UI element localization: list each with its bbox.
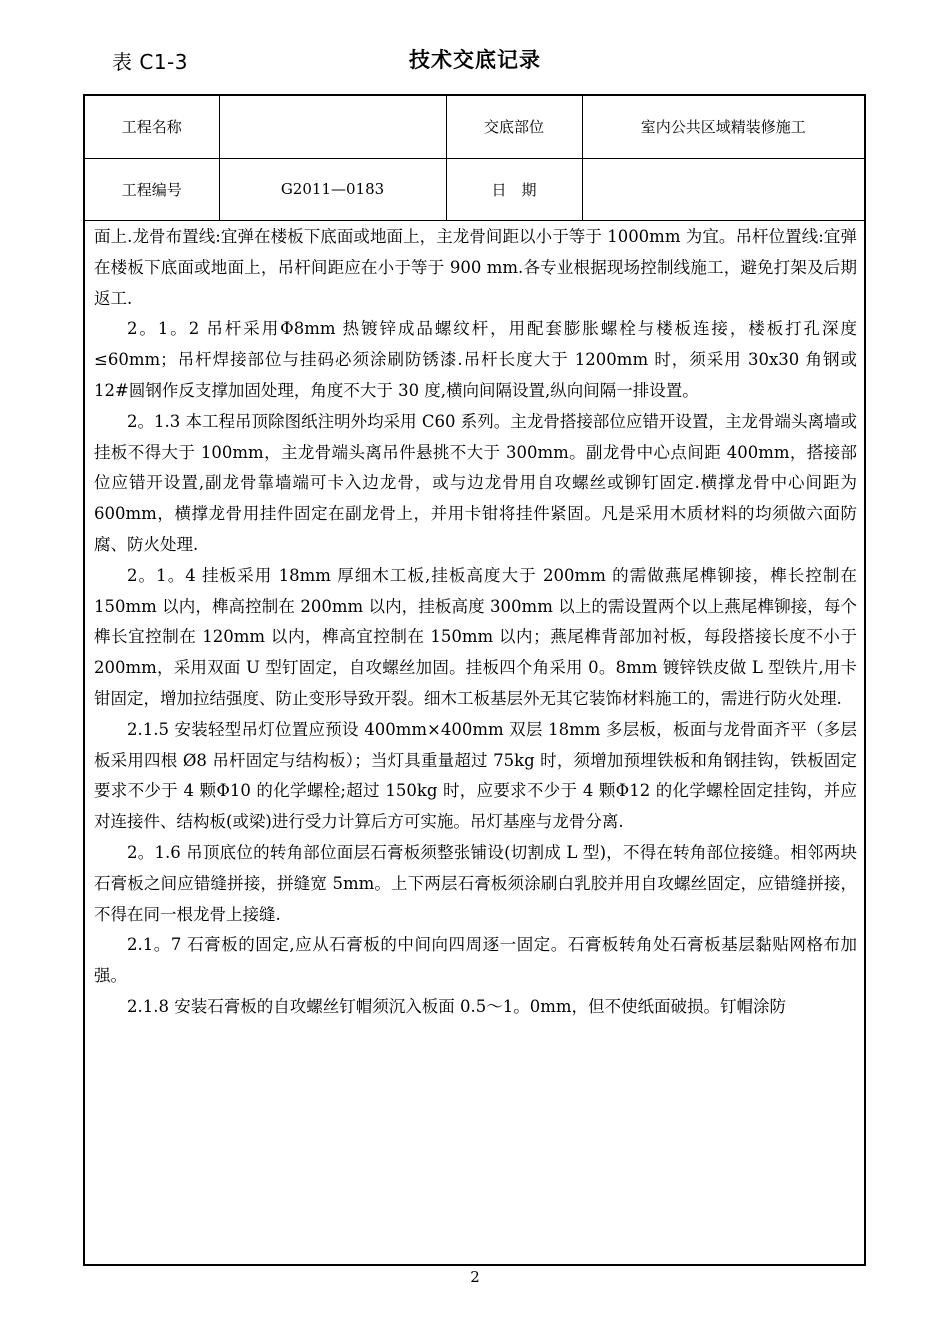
- paragraph: 2。1.6 吊顶底位的转角部位面层石膏板须整张铺设(切割成 L 型)，不得在转角部位接缝。相邻两块石膏板之间应错缝拼接，拼缝宽 5mm。上下两层石膏板须涂刷白乳胶并用自攻螺丝固定，应错缝拼接，不得在同一根龙骨上接缝.: [94, 842, 857, 924]
- record-frame: [83, 94, 866, 1266]
- paragraph: 2.1。7 石膏板的固定,应从石膏板的中间向四周逐一固定。石膏板转角处石膏板基层黏贴网格布加强。: [94, 935, 857, 986]
- table-row: [85, 158, 864, 220]
- paragraph: 2。1。4 挂板采用 18mm 厚细木工板,挂板高度大于 200mm 的需做燕尾榫铆接，榫长控制在 150mm 以内，榫高控制在 200mm 以内，挂板高度 300mm 以上的需设置两个以上燕尾榫铆接，每个榫长宜控制在 120mm 以内，榫高宜控制在 150mm 以内；燕尾榫背部加衬板，每段搭接长度不小于 200mm，采用双面 U 型钉固定，自攻螺丝加固。挂板四个角采用 0。8mm 镀锌铁皮做 L 型铁片,用卡钳固定，增加拉结强度、防止变形导致开裂。细木工板基层外无其它装饰材料施工的，需进行防火处理.: [94, 565, 857, 708]
- project-info-table: [85, 96, 864, 221]
- date-value: [582, 158, 864, 220]
- paragraph: 2。1.3 本工程吊顶除图纸注明外均采用 C60 系列。主龙骨搭接部位应错开设置，主龙骨端头离墙或挂板不得大于 100mm，主龙骨端头离吊件悬挑不大于 300mm。副龙骨中心点间距 400mm，搭接部位应错开设置,副龙骨靠墙端可卡入边龙骨，或与边龙骨用自攻螺丝或铆钉固定.横撑龙骨中心间距为 600mm，横撑龙骨用挂件固定在副龙骨上，并用卡钳将挂件紧固。凡是采用木质材料的均须做六面防腐、防火处理.: [94, 411, 857, 554]
- disclosure-content: [94, 222, 857, 1023]
- project-no-label: 工程编号: [85, 158, 219, 220]
- project-name-value: [219, 96, 446, 158]
- paragraph: 2。1。2 吊杆采用Φ8mm 热镀锌成品螺纹杆，用配套膨胀螺栓与楼板连接，楼板打孔深度≤60mm；吊杆焊接部位与挂码必须涂刷防锈漆.吊杆长度大于 1200mm 时，须采用 30x30 角钢或 12#圆钢作反支撑加固处理，角度不大于 30 度,横向间隔设置,纵向间隔一排设置。: [94, 319, 857, 400]
- location-label: 交底部位: [446, 96, 582, 158]
- location-value: 室内公共区域精装修施工: [582, 96, 864, 158]
- project-no-value: G2011—0183: [219, 158, 446, 220]
- paragraph: 2.1.8 安装石膏板的自攻螺丝钉帽须沉入板面 0.5～1。0mm，但不使纸面破损。钉帽涂防: [127, 996, 787, 1016]
- paragraph: 2.1.5 安装轻型吊灯位置应预设 400mm×400mm 双层 18mm 多层板，板面与龙骨面齐平（多层板采用四根 Ø8 吊杆固定与结构板）；当灯具重量超过 75kg 时，须增加预埋铁板和角钢挂钩，铁板固定要求不少于 4 颗Φ10 的化学螺栓;超过 150kg 时，应要求不少于 4 颗Φ12 的化学螺栓固定挂钩，并应对连接件、结构板(或梁)进行受力计算后方可实施。吊灯基座与龙骨分离.: [94, 719, 857, 832]
- paragraph: 面上.龙骨布置线:宜弹在楼板下底面或地面上，主龙骨间距以小于等于 1000mm 为宜。吊杆位置线:宜弹在楼板下底面或地面上，吊杆间距应在小于等于 900 mm.各专业根据现场控制线施工，避免打架及后期返工.: [94, 227, 857, 308]
- page-number: 2: [470, 1268, 480, 1286]
- table-row: [85, 96, 864, 158]
- form-code: 表 C1-3: [112, 50, 188, 74]
- date-label: 日 期: [446, 158, 582, 220]
- page-title: 技术交底记录: [409, 48, 541, 72]
- project-name-label: 工程名称: [85, 96, 219, 158]
